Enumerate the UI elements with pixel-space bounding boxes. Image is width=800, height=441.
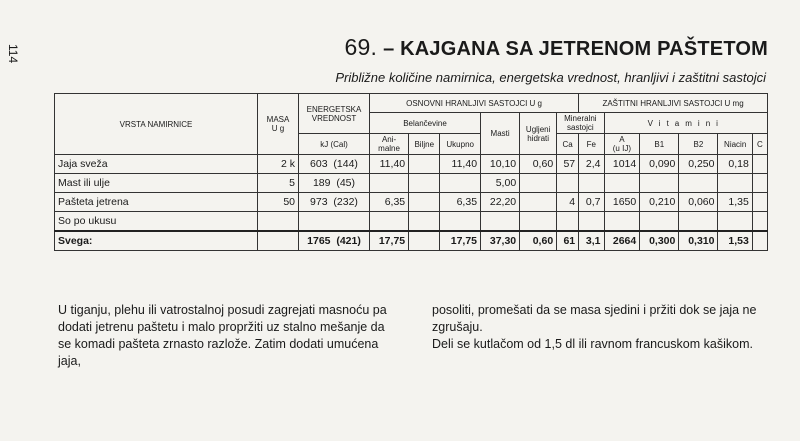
cell-animalne: 11,40 <box>370 155 409 174</box>
cell-fe: 2,4 <box>579 155 604 174</box>
cell-masa: 2 k <box>258 155 299 174</box>
cell-niacin: 1,53 <box>718 231 752 251</box>
cell-cal: (45) <box>336 177 356 189</box>
header-fe: Fe <box>579 134 604 155</box>
cell-fe <box>579 212 604 232</box>
cell-masa: 50 <box>258 193 299 212</box>
cell-kj: 973 <box>310 196 328 208</box>
table-row <box>55 174 768 193</box>
cell-animalne: 17,75 <box>370 231 409 251</box>
cell-cal: (421) <box>336 235 361 247</box>
cell-masti: 10,10 <box>481 155 520 174</box>
header-b2: B2 <box>679 134 718 155</box>
cell-animalne <box>370 212 409 232</box>
header-b1: B1 <box>640 134 679 155</box>
cell-masa <box>258 212 299 232</box>
cell-ukupno: 11,40 <box>440 155 481 174</box>
cell-masti: 22,20 <box>481 193 520 212</box>
cell-energy <box>299 155 370 174</box>
header-vitamini: Vitamini <box>604 113 767 134</box>
instructions-left <box>58 302 398 370</box>
cell-fe: 3,1 <box>579 231 604 251</box>
header-c: C <box>752 134 767 155</box>
instructions-right <box>432 302 772 353</box>
cell-name: Jaja sveža <box>55 155 258 174</box>
cell-ca <box>557 212 579 232</box>
header-energy: ENERGETSKA VREDNOST <box>299 94 370 134</box>
cell-ca <box>557 174 579 193</box>
header-niacin: Niacin <box>718 134 752 155</box>
cell-b1 <box>640 212 679 232</box>
cell-animalne: 6,35 <box>370 193 409 212</box>
table-row <box>55 212 768 232</box>
cell-masa <box>258 231 299 251</box>
header-ukupno: Ukupno <box>440 134 481 155</box>
cell-kj: 603 <box>310 158 328 170</box>
cell-biljne <box>409 212 440 232</box>
cell-b1: 0,090 <box>640 155 679 174</box>
cell-b2 <box>679 212 718 232</box>
cell-biljne <box>409 193 440 212</box>
cell-name: Mast ili ulje <box>55 174 258 193</box>
cell-biljne <box>409 174 440 193</box>
cell-ugljeni <box>520 174 557 193</box>
cell-name: Pašteta jetrena <box>55 193 258 212</box>
cell-ukupno <box>440 174 481 193</box>
cell-ukupno: 6,35 <box>440 193 481 212</box>
header-vrsta: VRSTA NAMIRNICE <box>55 94 258 155</box>
recipe-title <box>344 34 768 61</box>
header-mineralni: Mineralni sastojci <box>557 113 604 134</box>
header-masti: Masti <box>481 113 520 155</box>
cell-ugljeni <box>520 193 557 212</box>
cell-ugljeni: 0,60 <box>520 231 557 251</box>
instructions-right-text-1: posoliti, promešati da se masa sjedini i pržiti dok se jaja ne zgrušaju. <box>432 303 757 334</box>
cell-niacin <box>718 212 752 232</box>
cell-masti: 5,00 <box>481 174 520 193</box>
cell-ugljeni: 0,60 <box>520 155 557 174</box>
header-zastitni: ZAŠTITNI HRANLJIVI SASTOJCI U mg <box>579 94 768 113</box>
table-row <box>55 155 768 174</box>
cell-masti <box>481 212 520 232</box>
cell-b2: 0,250 <box>679 155 718 174</box>
cell-a: 1014 <box>604 155 640 174</box>
cell-b2: 0,060 <box>679 193 718 212</box>
header-ca: Ca <box>557 134 579 155</box>
cell-b2 <box>679 174 718 193</box>
cell-ca: 4 <box>557 193 579 212</box>
cell-cal: (232) <box>333 196 358 208</box>
cell-fe: 0,7 <box>579 193 604 212</box>
cell-a: 1650 <box>604 193 640 212</box>
cell-niacin: 1,35 <box>718 193 752 212</box>
cell-c <box>752 155 767 174</box>
cell-a: 2664 <box>604 231 640 251</box>
cell-energy <box>299 193 370 212</box>
cell-b2: 0,310 <box>679 231 718 251</box>
cell-ca: 57 <box>557 155 579 174</box>
cell-ukupno <box>440 212 481 232</box>
header-masa: MASA U g <box>258 94 299 155</box>
table-total-row <box>55 231 768 251</box>
cell-energy <box>299 174 370 193</box>
cell-c <box>752 174 767 193</box>
cell-name: So po ukusu <box>55 212 258 232</box>
page-number: 114 <box>6 44 20 64</box>
instructions-right-text-2: Deli se kutlačom od 1,5 dl ili ravnom francuskom kašikom. <box>432 337 753 351</box>
cell-c <box>752 193 767 212</box>
cell-animalne <box>370 174 409 193</box>
header-animalne: Ani- malne <box>370 134 409 155</box>
recipe-number: 69. <box>344 34 378 60</box>
cell-biljne <box>409 155 440 174</box>
cell-c <box>752 231 767 251</box>
cell-a <box>604 174 640 193</box>
cell-ca: 61 <box>557 231 579 251</box>
recipe-title-text: – KAJGANA SA JETRENOM PAŠTETOM <box>383 38 768 60</box>
recipe-subtitle: Približne količine namirnica, energetska vrednost, hranljivi i zaštitni sastojci <box>335 70 766 85</box>
cell-name: Svega: <box>55 231 258 251</box>
cell-ugljeni <box>520 212 557 232</box>
cell-b1: 0,210 <box>640 193 679 212</box>
nutrition-table <box>54 93 768 251</box>
header-kj-cal: kJ (Cal) <box>299 134 370 155</box>
table-row <box>55 193 768 212</box>
header-biljne: Biljne <box>409 134 440 155</box>
cell-b1 <box>640 174 679 193</box>
cell-niacin <box>718 174 752 193</box>
cell-a <box>604 212 640 232</box>
header-belancevine: Belančevine <box>370 113 481 134</box>
cell-kj: 189 <box>312 177 331 189</box>
cell-masa: 5 <box>258 174 299 193</box>
cell-niacin: 0,18 <box>718 155 752 174</box>
header-osnovni: OSNOVNI HRANLJIVI SASTOJCI U g <box>370 94 579 113</box>
cell-biljne <box>409 231 440 251</box>
cell-c <box>752 212 767 232</box>
header-ugljeni: Ugljeni hidrati <box>520 113 557 155</box>
cell-b1: 0,300 <box>640 231 679 251</box>
instructions-left-text: U tiganju, plehu ili vatrostalnoj posudi zagrejati masnoću pa dodati jetrenu paštetu i malo propržiti uz stalno mešanje da se komadi pašteta zrnasto razlože. Zatim dodati umućena jaja, <box>58 303 387 368</box>
cell-ukupno: 17,75 <box>440 231 481 251</box>
cell-energy <box>299 231 370 251</box>
cell-energy <box>299 212 370 232</box>
cell-masti: 37,30 <box>481 231 520 251</box>
cell-cal: (144) <box>333 158 358 170</box>
header-a: A (u IJ) <box>604 134 640 155</box>
cell-kj: 1765 <box>307 235 331 247</box>
cell-fe <box>579 174 604 193</box>
